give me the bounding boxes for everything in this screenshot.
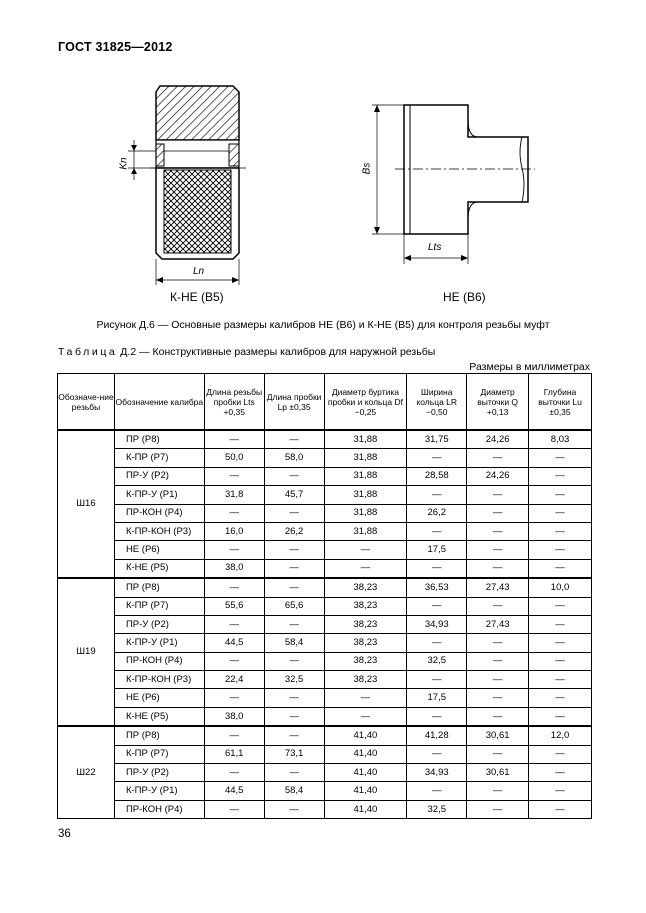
table-cell: — xyxy=(529,689,592,707)
gauge-k-ne-drawing xyxy=(128,86,246,285)
table-cell: — xyxy=(529,707,592,726)
table-row xyxy=(58,726,592,745)
table-cell: 44,5 xyxy=(204,634,264,652)
table-cell: — xyxy=(407,671,467,689)
thread-designation: Ш19 xyxy=(58,578,115,726)
table-cell: — xyxy=(529,745,592,763)
table-cell: — xyxy=(264,430,324,449)
table-cell: — xyxy=(529,559,592,578)
table-cell: 61,1 xyxy=(204,745,264,763)
table-cell: — xyxy=(529,800,592,818)
table-cell: — xyxy=(529,449,592,467)
gauge-designation: К-НЕ (Р5) xyxy=(114,707,204,726)
gauge-designation: ПР-У (Р2) xyxy=(114,764,204,782)
table-cell: — xyxy=(467,707,529,726)
table-cell: — xyxy=(407,522,467,540)
column-header: Диаметр выточки Q +0,13 xyxy=(467,374,529,431)
table-cell: 30,61 xyxy=(467,726,529,745)
table-row xyxy=(58,764,592,782)
table-cell: — xyxy=(264,578,324,597)
table-cell: 38,0 xyxy=(204,559,264,578)
table-cell: 58,0 xyxy=(264,449,324,467)
table-row xyxy=(58,559,592,578)
table-cell: — xyxy=(467,486,529,504)
column-header: Глубина выточки Lu ±0,35 xyxy=(529,374,592,431)
table-cell: — xyxy=(467,522,529,540)
gauge-designation: К-НЕ (Р5) xyxy=(114,559,204,578)
dim-bs-label: Bs xyxy=(361,162,373,175)
table-row xyxy=(58,578,592,597)
table-cell: — xyxy=(529,486,592,504)
table-row xyxy=(58,634,592,652)
table-title-prefix: Таблица xyxy=(58,346,118,358)
table-cell: — xyxy=(264,689,324,707)
table-cell: — xyxy=(264,800,324,818)
thread-designation: Ш22 xyxy=(58,726,115,818)
table-cell: — xyxy=(204,652,264,670)
table-cell: — xyxy=(264,541,324,559)
gauge-designation: К-ПР-КОН (Р3) xyxy=(114,671,204,689)
gauge-designation: К-ПР-У (Р1) xyxy=(114,486,204,504)
table-cell: — xyxy=(264,707,324,726)
gauge-designation: К-ПР-У (Р1) xyxy=(114,634,204,652)
table-cell: 24,26 xyxy=(467,430,529,449)
table-row xyxy=(58,745,592,763)
table-cell: 36,53 xyxy=(407,578,467,597)
figure-label-ne: НЕ (В6) xyxy=(443,290,486,304)
gauge-designation: ПР (Р8) xyxy=(114,578,204,597)
document-header: ГОСТ 31825—2012 xyxy=(58,40,173,54)
column-header: Обозначение калибра xyxy=(114,374,204,431)
table-cell: 38,23 xyxy=(324,652,407,670)
gauge-designation: К-ПР-КОН (Р3) xyxy=(114,522,204,540)
table-cell: 24,26 xyxy=(467,467,529,485)
gauge-designation: ПР-КОН (Р4) xyxy=(114,504,204,522)
table-cell: — xyxy=(407,745,467,763)
table-cell: 38,23 xyxy=(324,671,407,689)
table-cell: — xyxy=(467,782,529,800)
column-header: Длина пробки Lp ±0,35 xyxy=(264,374,324,431)
table-cell: — xyxy=(407,782,467,800)
table-cell: 17,5 xyxy=(407,541,467,559)
column-header: Длина резьбы пробки Lts +0,35 xyxy=(204,374,264,431)
table-cell: — xyxy=(324,707,407,726)
table-cell: 27,43 xyxy=(467,578,529,597)
table-cell: 55,6 xyxy=(204,597,264,615)
gauge-ne-drawing xyxy=(372,105,535,264)
table-cell: — xyxy=(204,615,264,633)
table-row xyxy=(58,782,592,800)
table-row xyxy=(58,615,592,633)
figure-d6 xyxy=(0,0,646,300)
table-cell: 26,2 xyxy=(264,522,324,540)
table-cell: 38,0 xyxy=(204,707,264,726)
table-cell: 12,0 xyxy=(529,726,592,745)
table-cell: — xyxy=(529,615,592,633)
table-cell: — xyxy=(264,615,324,633)
table-units: Размеры в миллиметрах xyxy=(469,361,590,373)
table-cell: 31,8 xyxy=(204,486,264,504)
table-cell: 45,7 xyxy=(264,486,324,504)
table-cell: — xyxy=(529,467,592,485)
table-cell: 73,1 xyxy=(264,745,324,763)
table-cell: 41,40 xyxy=(324,800,407,818)
column-header: Ширина кольца LR −0,50 xyxy=(407,374,467,431)
table-cell: — xyxy=(529,671,592,689)
table-cell: 17,5 xyxy=(407,689,467,707)
table-cell: — xyxy=(264,726,324,745)
table-row xyxy=(58,800,592,818)
table-row xyxy=(58,689,592,707)
table-cell: 28,58 xyxy=(407,467,467,485)
column-header: Обозначе-ние резьбы xyxy=(58,374,115,431)
table-cell: 31,88 xyxy=(324,522,407,540)
table-cell: — xyxy=(467,745,529,763)
table-cell: — xyxy=(529,522,592,540)
table-cell: — xyxy=(204,726,264,745)
table-cell: 30,61 xyxy=(467,764,529,782)
table-cell: 27,43 xyxy=(467,615,529,633)
table-cell: — xyxy=(467,504,529,522)
table-cell: — xyxy=(264,559,324,578)
table-cell: 41,40 xyxy=(324,726,407,745)
table-cell: — xyxy=(407,707,467,726)
table-cell: — xyxy=(529,782,592,800)
table-cell: 31,88 xyxy=(324,504,407,522)
table-cell: 34,93 xyxy=(407,764,467,782)
table-cell: — xyxy=(204,578,264,597)
table-cell: 31,88 xyxy=(324,430,407,449)
table-cell: 32,5 xyxy=(407,800,467,818)
table-cell: — xyxy=(407,559,467,578)
table-row xyxy=(58,430,592,449)
table-title xyxy=(58,346,435,358)
table-cell: 8,03 xyxy=(529,430,592,449)
gauge-designation: ПР (Р8) xyxy=(114,726,204,745)
table-cell: 31,88 xyxy=(324,467,407,485)
table-cell: 31,75 xyxy=(407,430,467,449)
table-cell: — xyxy=(204,541,264,559)
table-cell: 50,0 xyxy=(204,449,264,467)
table-cell: — xyxy=(529,652,592,670)
gauge-designation: К-ПР (Р7) xyxy=(114,745,204,763)
table-cell: — xyxy=(467,800,529,818)
table-cell: — xyxy=(529,634,592,652)
dim-lts-label: Lts xyxy=(428,242,442,253)
table-cell: — xyxy=(467,652,529,670)
table-cell: — xyxy=(264,652,324,670)
table-cell: 31,88 xyxy=(324,486,407,504)
table-cell: — xyxy=(529,597,592,615)
table-cell: 41,40 xyxy=(324,745,407,763)
table-cell: — xyxy=(529,504,592,522)
table-cell: 65,6 xyxy=(264,597,324,615)
gauge-designation: НЕ (Р6) xyxy=(114,689,204,707)
table-cell: — xyxy=(204,467,264,485)
gauge-designation: ПР-КОН (Р4) xyxy=(114,800,204,818)
table-cell: — xyxy=(529,764,592,782)
gauge-designation: ПР-КОН (Р4) xyxy=(114,652,204,670)
table-cell: — xyxy=(204,800,264,818)
table-row xyxy=(58,652,592,670)
table-cell: 31,88 xyxy=(324,449,407,467)
table-cell: — xyxy=(467,689,529,707)
table-cell: — xyxy=(324,559,407,578)
table-cell: 38,23 xyxy=(324,578,407,597)
table-cell: — xyxy=(467,559,529,578)
table-cell: — xyxy=(407,634,467,652)
table-row xyxy=(58,541,592,559)
table-cell: 26,2 xyxy=(407,504,467,522)
table-cell: — xyxy=(467,541,529,559)
dim-kn-label: Kn xyxy=(118,157,130,170)
table-cell: 38,23 xyxy=(324,597,407,615)
table-row xyxy=(58,597,592,615)
table-cell: 58,4 xyxy=(264,634,324,652)
table-cell: — xyxy=(529,541,592,559)
figure-caption: Рисунок Д.6 — Основные размеры калибров НЕ (В6) и К-НЕ (В5) для контроля резьбы муфт xyxy=(96,319,550,331)
table-cell: — xyxy=(407,449,467,467)
table-cell: — xyxy=(467,597,529,615)
gauge-designation: НЕ (Р6) xyxy=(114,541,204,559)
thread-designation: Ш16 xyxy=(58,430,115,578)
figure-label-k-ne: К-НЕ (В5) xyxy=(170,290,224,304)
table-cell: 32,5 xyxy=(407,652,467,670)
gauge-designation: ПР (Р8) xyxy=(114,430,204,449)
table-cell: — xyxy=(407,486,467,504)
column-header: Диаметр буртика пробки и кольца Df −0,25 xyxy=(324,374,407,431)
table-cell: — xyxy=(467,634,529,652)
table-cell: — xyxy=(467,671,529,689)
table-cell: — xyxy=(204,764,264,782)
gauge-designation: К-ПР-У (Р1) xyxy=(114,782,204,800)
table-cell: 38,23 xyxy=(324,615,407,633)
gauge-designation: ПР-У (Р2) xyxy=(114,467,204,485)
table-cell: — xyxy=(204,689,264,707)
table-cell: 41,28 xyxy=(407,726,467,745)
dim-ln-label: Ln xyxy=(193,266,205,277)
table-row xyxy=(58,467,592,485)
table-cell: 10,0 xyxy=(529,578,592,597)
table-cell: — xyxy=(204,504,264,522)
table-title-text: Д.2 — Конструктивные размеры калибров для наружной резьбы xyxy=(120,346,436,358)
table-cell: 34,93 xyxy=(407,615,467,633)
table-cell: — xyxy=(324,541,407,559)
table-cell: — xyxy=(407,597,467,615)
table-cell: 41,40 xyxy=(324,782,407,800)
table-row xyxy=(58,707,592,726)
table-cell: 32,5 xyxy=(264,671,324,689)
table-row xyxy=(58,449,592,467)
table-cell: 22,4 xyxy=(204,671,264,689)
table-cell: — xyxy=(324,689,407,707)
table-cell: 58,4 xyxy=(264,782,324,800)
page-number: 36 xyxy=(58,828,71,840)
table-cell: — xyxy=(204,430,264,449)
table-cell: — xyxy=(264,764,324,782)
table-cell: — xyxy=(264,467,324,485)
table-cell: — xyxy=(264,504,324,522)
gauge-designation: К-ПР (Р7) xyxy=(114,597,204,615)
table-cell: — xyxy=(467,449,529,467)
table-row xyxy=(58,504,592,522)
gauge-designation: К-ПР (Р7) xyxy=(114,449,204,467)
gauge-designation: ПР-У (Р2) xyxy=(114,615,204,633)
table-cell: 44,5 xyxy=(204,782,264,800)
table-row xyxy=(58,671,592,689)
table-cell: 41,40 xyxy=(324,764,407,782)
table-cell: 16,0 xyxy=(204,522,264,540)
table-cell: 38,23 xyxy=(324,634,407,652)
gauge-dimensions-table xyxy=(57,373,592,819)
table-row xyxy=(58,486,592,504)
table-row xyxy=(58,522,592,540)
